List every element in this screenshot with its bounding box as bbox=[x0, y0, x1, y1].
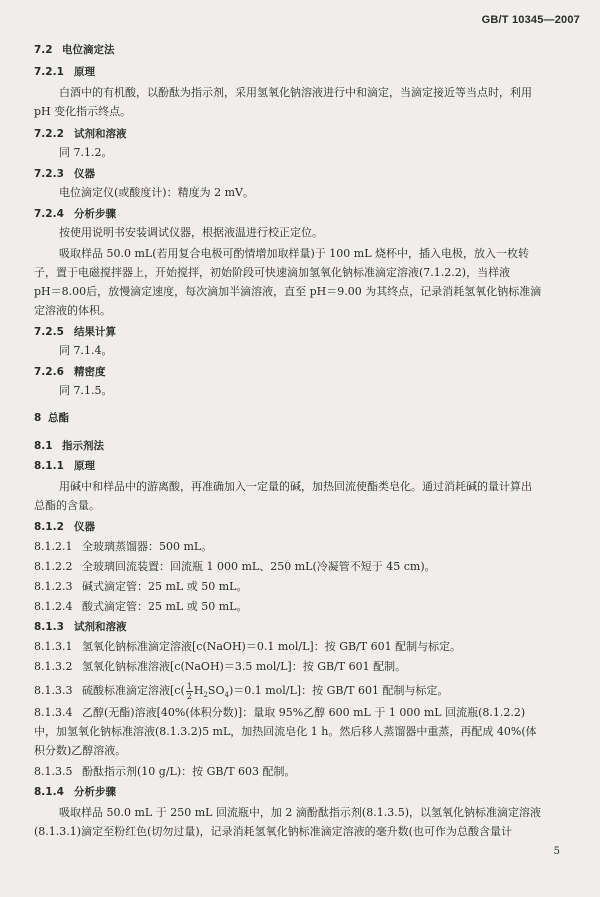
paragraph-line: pH 变化指示终点。 bbox=[34, 105, 132, 118]
heading-8-1-1: 8.1.1 原理 bbox=[34, 460, 95, 472]
heading-8-1-2: 8.1.2 仪器 bbox=[34, 521, 95, 533]
list-item: 8.1.2.2 全玻璃回流装置：回流瓶 1 000 mL、250 mL(冷凝管不短于 45 cm)。 bbox=[34, 560, 436, 573]
list-item: 8.1.3.5 酚酞指示剂(10 g/L)：按 GB/T 603 配制。 bbox=[34, 765, 296, 778]
paragraph-line: 总酯的含量。 bbox=[34, 499, 100, 512]
paragraph-line: 吸取样品 50.0 mL(若用复合电极可酌情增加取样量)于 100 mL 烧杯中，插入电极，放入一枚转 bbox=[59, 247, 530, 260]
heading-8-1-3: 8.1.3 试剂和溶液 bbox=[34, 621, 127, 633]
fraction: $\frac{1}{2}$ bbox=[186, 681, 192, 701]
list-item: 8.1.3.2 氢氧化钠标准溶液[c(NaOH)＝3.5 mol/L]：按 GB/T 601 配制。 bbox=[34, 660, 407, 673]
list-item: 8.1.3.3 硫酸标准滴定溶液[c( $\frac{1}{2}$ $H_2SO_4)=0.1$ mol/L]：按 GB/T 601 配制与标定。 bbox=[34, 681, 449, 701]
paragraph-line: 定溶液的体积。 bbox=[34, 304, 111, 317]
paragraph-line: 同 7.1.4。 bbox=[59, 344, 113, 357]
heading-7-2-6: 7.2.6 精密度 bbox=[34, 366, 106, 378]
list-item: 8.1.2.4 酸式滴定管：25 mL 或 50 mL。 bbox=[34, 600, 248, 613]
standard-header: GB/T 10345—2007 bbox=[481, 14, 580, 26]
paragraph-line: pH＝8.00后，放慢滴定速度，每次滴加半滴溶液，直至 pH＝9.00 为其终点，记录消耗氢氧化钠标准滴 bbox=[34, 285, 542, 298]
page-number: 5 bbox=[553, 846, 560, 857]
paragraph-line: 同 7.1.2。 bbox=[59, 146, 113, 159]
heading-7-2-4: 7.2.4 分析步骤 bbox=[34, 208, 116, 220]
paragraph-line: 白酒中的有机酸，以酚酞为指示剂，采用氢氧化钠溶液进行中和滴定，当滴定接近等当点时，利用 bbox=[59, 86, 532, 99]
list-item: 8.1.3.1 氢氧化钠标准滴定溶液[c(NaOH)＝0.1 mol/L]：按 GB/T 601 配制与标定。 bbox=[34, 640, 462, 653]
paragraph-line: 积分数)乙醇溶液。 bbox=[34, 744, 127, 757]
heading-8: 8 总酯 bbox=[34, 412, 69, 424]
list-item: 8.1.2.3 碱式滴定管：25 mL 或 50 mL。 bbox=[34, 580, 248, 593]
paragraph-line: 吸取样品 50.0 mL 于 250 mL 回流瓶中，加 2 滴酚酞指示剂(8.1.3.5)，以氢氧化钠标准滴定溶液 bbox=[59, 806, 541, 819]
list-item: 8.1.2.1 全玻璃蒸馏器：500 mL。 bbox=[34, 540, 213, 553]
heading-7-2-5: 7.2.5 结果计算 bbox=[34, 326, 116, 338]
paragraph-line: 用碱中和样品中的游离酸，再准确加入一定量的碱，加热回流使酯类皂化。通过消耗碱的量计算出 bbox=[59, 480, 532, 493]
heading-8-1: 8.1 指示剂法 bbox=[34, 440, 104, 452]
heading-8-1-4: 8.1.4 分析步骤 bbox=[34, 786, 116, 798]
heading-7-2-3: 7.2.3 仪器 bbox=[34, 168, 95, 180]
heading-7-2-1: 7.2.1 原理 bbox=[34, 66, 95, 78]
list-item: 8.1.3.4 乙醇(无酯)溶液[40%(体积分数)]：量取 95%乙醇 600 mL 于 1 000 mL 回流瓶(8.1.2.2) bbox=[34, 706, 526, 719]
heading-7-2-2: 7.2.2 试剂和溶液 bbox=[34, 128, 127, 140]
paragraph-line: 子，置于电磁搅拌器上，开始搅拌，初始阶段可快速滴加氢氧化钠标准滴定溶液(7.1.2.2)，当样液 bbox=[34, 266, 511, 279]
paragraph-line: 同 7.1.5。 bbox=[59, 384, 113, 397]
paragraph-line: 中，加氢氧化钠标准溶液(8.1.3.2)5 mL，加热回流皂化 1 h。然后移人蒸馏器中重蒸，再配成 40%(体 bbox=[34, 725, 537, 738]
heading-7-2: 7.2 电位滴定法 bbox=[34, 44, 115, 56]
paragraph-line: (8.1.3.1)滴定至粉红色(切勿过量)，记录消耗氢氧化钠标准滴定溶液的毫升数(也可作为总酸含量计 bbox=[34, 825, 512, 838]
paragraph-line: 电位滴定仪(或酸度计)：精度为 2 mV。 bbox=[59, 186, 254, 199]
paragraph-line: 按使用说明书安装调试仪器，根据液温进行校正定位。 bbox=[59, 226, 323, 239]
